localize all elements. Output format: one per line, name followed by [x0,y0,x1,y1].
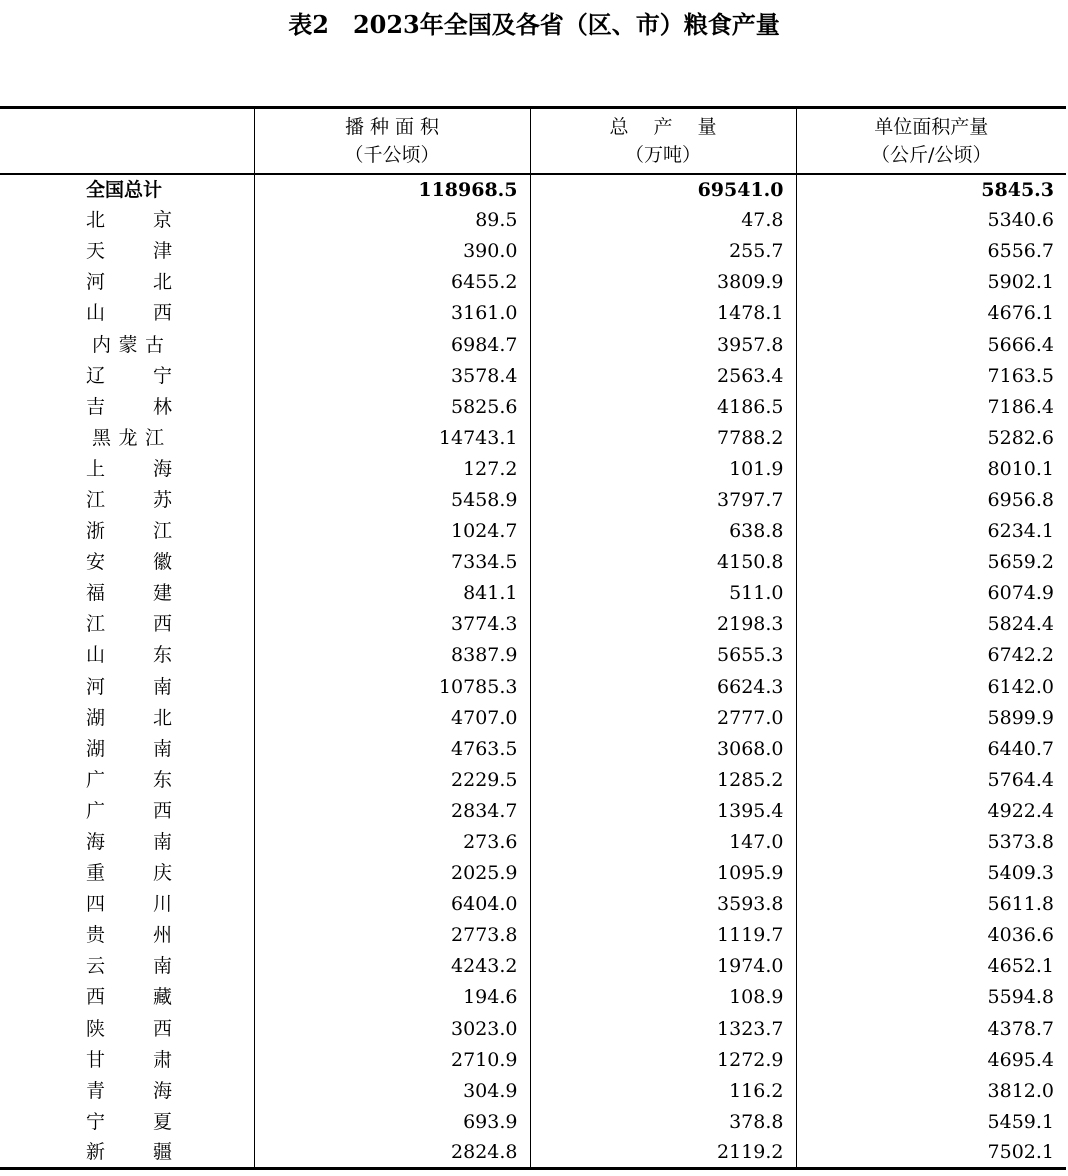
region-name [0,547,254,578]
region-name-text: 西 藏 [86,986,172,1009]
sown-area-value: 3578.4 [254,360,530,391]
yield-value: 8010.1 [796,453,1066,484]
total-output-value: 108.9 [530,982,796,1013]
total-output-value: 5655.3 [530,640,796,671]
yield-value: 5373.8 [796,826,1066,857]
total-output-value: 147.0 [530,826,796,857]
sown-area-value: 89.5 [254,205,530,236]
region-name-text: 上 海 [86,457,172,480]
table-row [0,1137,1066,1169]
yield-value: 6234.1 [796,516,1066,547]
total-output-value: 6624.3 [530,671,796,702]
sown-area-value: 3774.3 [254,609,530,640]
region-name [0,764,254,795]
total-output-value: 378.8 [530,1106,796,1137]
region-name [0,174,254,205]
table-row [0,702,1066,733]
yield-value: 5764.4 [796,764,1066,795]
sown-area-value: 2710.9 [254,1044,530,1075]
table-body [0,174,1066,1169]
sown-area-value: 3161.0 [254,298,530,329]
table-row [0,640,1066,671]
total-output-value: 3809.9 [530,267,796,298]
yield-value: 6142.0 [796,671,1066,702]
total-output-value: 116.2 [530,1075,796,1106]
sown-area-value: 194.6 [254,982,530,1013]
region-name-text: 江 苏 [86,488,172,511]
region-name-text: 福 建 [86,582,172,605]
sown-area-value: 390.0 [254,236,530,267]
header-sown-area-label: 播 种 面 积 [344,115,440,138]
yield-value: 5282.6 [796,422,1066,453]
page-title: 表2 2023年全国及各省（区、市）粮食产量 [288,10,780,39]
total-output-value: 2119.2 [530,1137,796,1169]
yield-value: 5824.4 [796,609,1066,640]
table-row [0,795,1066,826]
region-name-text: 河 南 [86,675,172,698]
region-name [0,1137,254,1169]
sown-area-value: 304.9 [254,1075,530,1106]
total-output-value: 4186.5 [530,391,796,422]
yield-value: 5845.3 [796,174,1066,205]
region-name-text: 黑 龙 江 [92,426,164,449]
total-output-value: 47.8 [530,205,796,236]
region-name [0,329,254,360]
region-name [0,889,254,920]
table-row [0,826,1066,857]
table-row [0,858,1066,889]
region-name-text: 内 蒙 古 [92,333,164,356]
yield-value: 4036.6 [796,920,1066,951]
sown-area-value: 2834.7 [254,795,530,826]
table-row [0,1106,1066,1137]
total-output-value: 2563.4 [530,360,796,391]
grain-output-table [0,106,1066,1170]
sown-area-value: 273.6 [254,826,530,857]
sown-area-value: 4763.5 [254,733,530,764]
yield-value: 6440.7 [796,733,1066,764]
total-output-value: 3957.8 [530,329,796,360]
yield-value: 3812.0 [796,1075,1066,1106]
header-total-output-unit: （万吨） [624,143,701,166]
sown-area-value: 118968.5 [254,174,530,205]
yield-value: 6074.9 [796,578,1066,609]
total-output-value: 1272.9 [530,1044,796,1075]
total-output-value: 1095.9 [530,858,796,889]
sown-area-value: 10785.3 [254,671,530,702]
header-yield-label: 单位面积产量 [874,115,989,138]
yield-value: 6956.8 [796,484,1066,515]
table-header [0,108,1066,174]
sown-area-value: 8387.9 [254,640,530,671]
total-output-value: 3068.0 [530,733,796,764]
yield-value: 5902.1 [796,267,1066,298]
region-name [0,516,254,547]
region-name [0,671,254,702]
region-name [0,484,254,515]
total-output-value: 1478.1 [530,298,796,329]
table-row [0,1075,1066,1106]
total-output-value: 3797.7 [530,484,796,515]
table-row [0,951,1066,982]
region-name [0,298,254,329]
total-output-value: 1323.7 [530,1013,796,1044]
header-region [0,108,254,174]
sown-area-value: 6404.0 [254,889,530,920]
region-name-text: 宁 夏 [86,1110,172,1133]
table-row [0,1013,1066,1044]
table-row [0,764,1066,795]
table-row [0,267,1066,298]
yield-value: 7502.1 [796,1137,1066,1169]
sown-area-value: 2773.8 [254,920,530,951]
total-output-value: 1119.7 [530,920,796,951]
yield-value: 5594.8 [796,982,1066,1013]
region-name [0,205,254,236]
total-output-value: 7788.2 [530,422,796,453]
total-output-value: 2198.3 [530,609,796,640]
region-name-text: 山 东 [86,644,172,667]
region-name [0,609,254,640]
total-output-value: 638.8 [530,516,796,547]
total-output-value: 2777.0 [530,702,796,733]
region-name [0,578,254,609]
region-name-text: 山 西 [86,302,172,325]
table-row [0,298,1066,329]
yield-value: 5659.2 [796,547,1066,578]
region-name [0,640,254,671]
table-row [0,516,1066,547]
yield-value: 4695.4 [796,1044,1066,1075]
total-output-value: 255.7 [530,236,796,267]
sown-area-value: 6984.7 [254,329,530,360]
sown-area-value: 5825.6 [254,391,530,422]
region-name [0,826,254,857]
yield-value: 5340.6 [796,205,1066,236]
yield-value: 5611.8 [796,889,1066,920]
table-row [0,422,1066,453]
region-name [0,1106,254,1137]
sown-area-value: 4243.2 [254,951,530,982]
table-row [0,609,1066,640]
sown-area-value: 14743.1 [254,422,530,453]
region-name [0,1013,254,1044]
yield-value: 5899.9 [796,702,1066,733]
region-name-text: 河 北 [86,271,172,294]
region-name-text: 陕 西 [86,1017,172,1040]
total-output-value: 1395.4 [530,795,796,826]
region-name [0,1075,254,1106]
region-name [0,391,254,422]
yield-value: 4676.1 [796,298,1066,329]
yield-value: 6742.2 [796,640,1066,671]
total-output-value: 101.9 [530,453,796,484]
region-name-text: 新 疆 [86,1141,172,1164]
total-output-value: 69541.0 [530,174,796,205]
header-sown-area [254,108,530,174]
table-row [0,205,1066,236]
region-name-text: 吉 林 [86,395,172,418]
yield-value: 5459.1 [796,1106,1066,1137]
yield-value: 4378.7 [796,1013,1066,1044]
region-name-text: 湖 北 [86,706,172,729]
table-row [0,236,1066,267]
yield-value: 5409.3 [796,858,1066,889]
sown-area-value: 693.9 [254,1106,530,1137]
total-output-value: 3593.8 [530,889,796,920]
sown-area-value: 6455.2 [254,267,530,298]
header-yield [796,108,1066,174]
sown-area-value: 841.1 [254,578,530,609]
region-name [0,422,254,453]
region-name [0,920,254,951]
region-name-text: 浙 江 [86,520,172,543]
region-name-text: 海 南 [86,831,172,854]
table-row [0,484,1066,515]
region-name [0,702,254,733]
sown-area-value: 127.2 [254,453,530,484]
sown-area-value: 3023.0 [254,1013,530,1044]
region-name-text: 辽 宁 [86,364,172,387]
table-row [0,982,1066,1013]
header-sown-area-unit: （千公顷） [344,143,440,166]
total-output-value: 511.0 [530,578,796,609]
sown-area-value: 1024.7 [254,516,530,547]
sown-area-value: 7334.5 [254,547,530,578]
table-row [0,453,1066,484]
region-name-text: 贵 州 [86,924,172,947]
region-name-text: 四 川 [86,893,172,916]
region-name [0,795,254,826]
region-name-text: 全国总计 [86,178,163,201]
table-row [0,329,1066,360]
yield-value: 4922.4 [796,795,1066,826]
total-output-value: 4150.8 [530,547,796,578]
header-total-output-label: 总 产 量 [609,115,717,138]
sown-area-value: 5458.9 [254,484,530,515]
region-name [0,267,254,298]
table-row-total [0,174,1066,205]
yield-value: 4652.1 [796,951,1066,982]
region-name [0,858,254,889]
region-name-text: 重 庆 [86,862,172,885]
region-name-text: 江 西 [86,613,172,636]
region-name [0,360,254,391]
region-name-text: 云 南 [86,955,172,978]
sown-area-value: 2824.8 [254,1137,530,1169]
region-name [0,1044,254,1075]
table-row [0,360,1066,391]
region-name [0,733,254,764]
table-row [0,1044,1066,1075]
region-name-text: 天 津 [86,240,172,263]
table-row [0,671,1066,702]
table-row [0,920,1066,951]
table-row [0,733,1066,764]
region-name [0,236,254,267]
sown-area-value: 2025.9 [254,858,530,889]
region-name [0,982,254,1013]
region-name-text: 北 京 [86,209,172,232]
header-total-output [530,108,796,174]
table-row [0,391,1066,422]
region-name-text: 安 徽 [86,551,172,574]
region-name [0,453,254,484]
region-name-text: 广 东 [86,768,172,791]
table-row [0,889,1066,920]
table-row [0,578,1066,609]
region-name [0,951,254,982]
header-yield-unit: （公斤/公顷） [871,143,992,166]
region-name-text: 湖 南 [86,737,172,760]
yield-value: 7186.4 [796,391,1066,422]
yield-value: 6556.7 [796,236,1066,267]
total-output-value: 1285.2 [530,764,796,795]
sown-area-value: 2229.5 [254,764,530,795]
yield-value: 7163.5 [796,360,1066,391]
region-name-text: 广 西 [86,799,172,822]
region-name-text: 青 海 [86,1079,172,1102]
yield-value: 5666.4 [796,329,1066,360]
region-name-text: 甘 肃 [86,1048,172,1071]
sown-area-value: 4707.0 [254,702,530,733]
table-row [0,547,1066,578]
total-output-value: 1974.0 [530,951,796,982]
